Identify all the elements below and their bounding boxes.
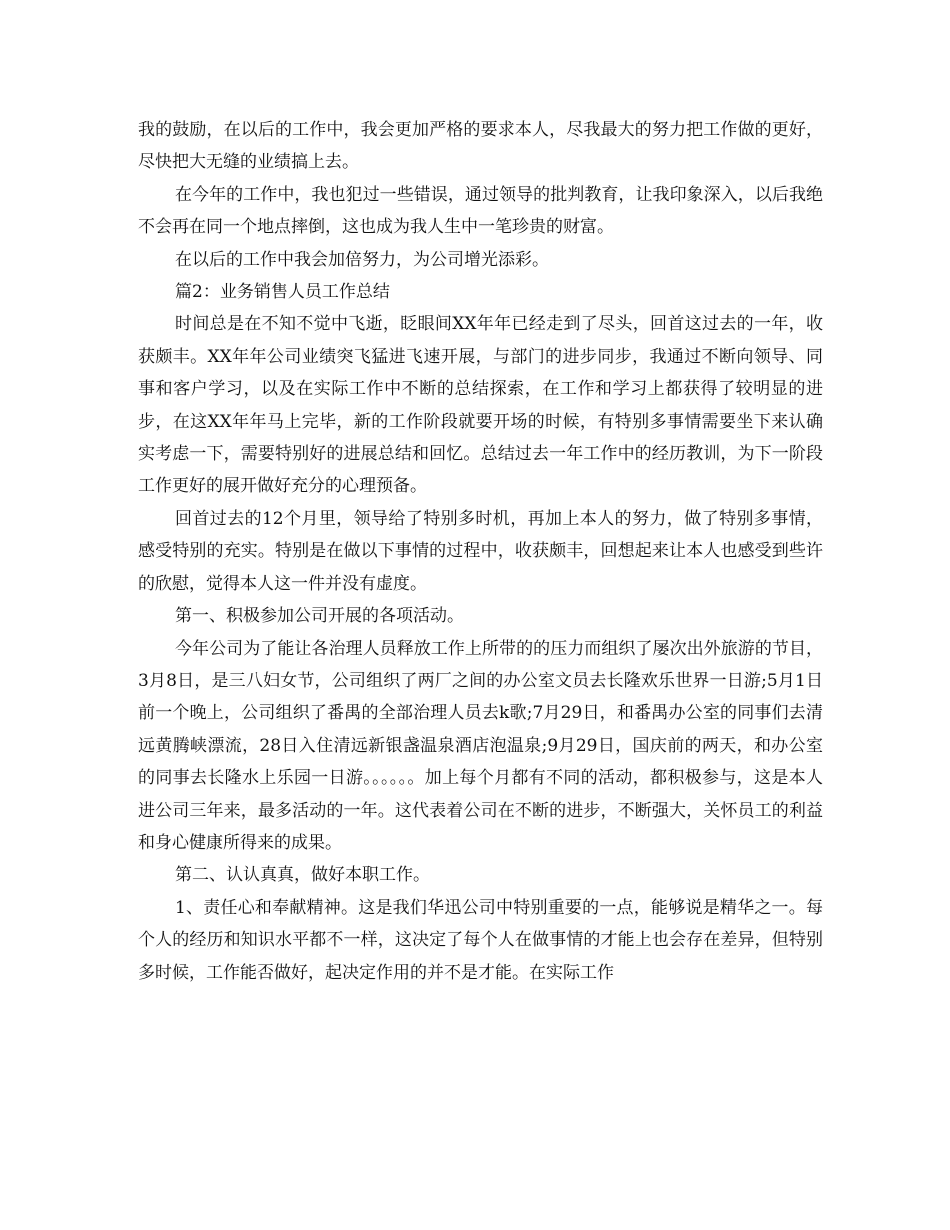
paragraph-3: 在以后的工作中我会加倍努力，为公司增光添彩。 (175, 249, 549, 270)
paragraph-6: 回首过去的12个月里，领导给了特别多时机，再加上本人的努力，做了特别多事情，感受特别的充实。特别是在做以下事情的过程中，收获颇丰，回想起来让本人也感受到些许的欣慰，觉得本人这一件并没有虚度。 (138, 508, 823, 594)
paragraph-1: 我的鼓励，在以后的工作中，我会更加严格的要求本人，尽我最大的努力把工作做的更好，尽快把大无缝的业绩搞上去。 (138, 120, 823, 173)
paragraph-10: 1、责任心和奉献精神。这是我们华迅公司中特别重要的一点，能够说是精华之一。每个人的经历和知识水平都不一样，这决定了每个人在做事情的才能上也会存在差异，但特别多时候，工作能否做好，起决定作用的并不是才能。在实际工作 (138, 897, 823, 983)
paragraph-5: 时间总是在不知不觉中飞逝，眨眼间XX年年已经走到了尽头，回首这过去的一年，收获颇丰。XX年年公司业绩突飞猛进飞速开展，与部门的进步同步，我通过不断向领导、同事和客户学习，以及在实际工作中不断的总结探索，在工作和学习上都获得了较明显的进步，在这XX年年马上完毕，新的工作阶段就要开场的时候，有特别多事情需要坐下来认确实考虑一下，需要特别好的进展总结和回忆。总结过去一年工作中的经历教训，为下一阶段工作更好的展开做好充分的心理预备。 (138, 314, 823, 497)
paragraph-2: 在今年的工作中，我也犯过一些错误，通过领导的批判教育，让我印象深入，以后我绝不会再在同一个地点摔倒，这也成为我人生中一笔珍贵的财富。 (138, 184, 823, 238)
document-page (138, 114, 823, 989)
paragraph-8: 今年公司为了能让各治理人员释放工作上所带的的压力而组织了屡次出外旅游的节目，3月8日，是三八妇女节，公司组织了两厂之间的办公室文员去长隆欢乐世界一日游;5月1日前一个晚上，公司组织了番禺的全部治理人员去k歌;7月29日，和番禺办公室的同事们去清远黄腾峡漂流，28日入住清远新银盏温泉酒店泡温泉;9月29日，国庆前的两天，和办公室的同事去长隆水上乐园一日游。。。。。。加上每个月都有不同的活动，都积极参与，这是本人进公司三年来，最多活动的一年。这代表着公司在不断的进步，不断强大，关怀员工的利益和身心健康所得来的成果。 (138, 638, 823, 853)
subheading-first: 第一、积极参加公司开展的各项活动。 (175, 606, 464, 627)
subheading-second: 第二、认认真真，做好本职工作。 (175, 865, 430, 886)
section-heading: 篇2：业务销售人员工作总结 (175, 282, 390, 303)
